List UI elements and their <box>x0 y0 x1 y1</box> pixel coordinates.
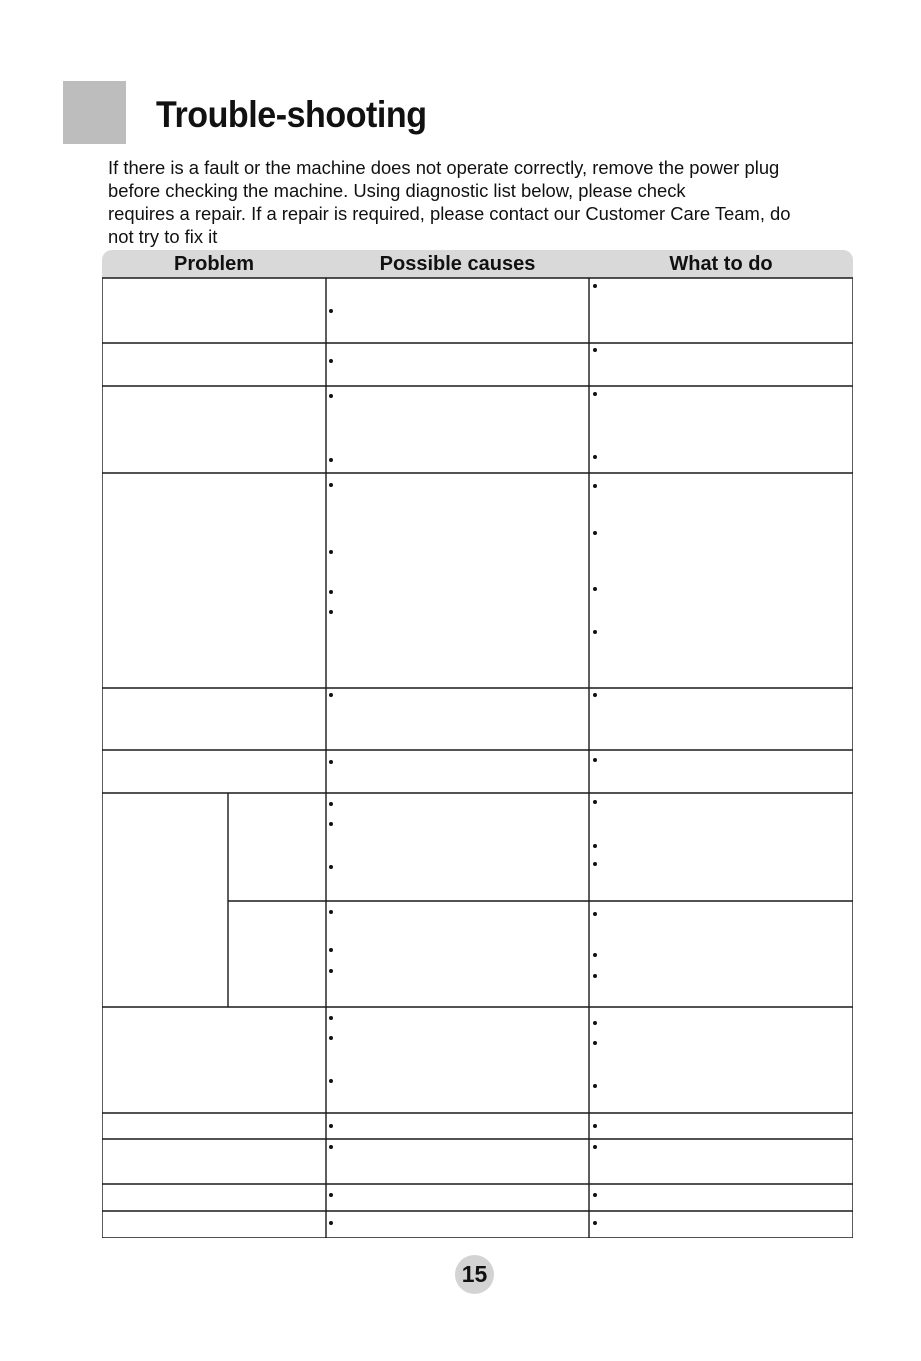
cause-bullet <box>329 693 333 697</box>
action-bullet <box>593 1021 597 1025</box>
header-problem: Problem <box>173 253 255 275</box>
intro-line: not try to fix it <box>108 226 218 247</box>
cause-bullet <box>329 309 333 313</box>
table-grid <box>102 250 853 1238</box>
cause-bullet <box>329 1124 333 1128</box>
section-marker-block <box>63 81 126 144</box>
cause-bullet <box>329 822 333 826</box>
page-title: Trouble-shooting <box>156 94 427 135</box>
cause-bullet <box>329 359 333 363</box>
troubleshooting-table <box>102 250 853 1238</box>
cause-bullet <box>329 1221 333 1225</box>
cause-bullet <box>329 948 333 952</box>
cause-bullet <box>329 910 333 914</box>
cause-bullet <box>329 865 333 869</box>
cause-bullet <box>329 458 333 462</box>
cause-bullet <box>329 969 333 973</box>
header-what-to-do: What to do <box>669 253 773 275</box>
intro-line: requires a repair. If a repair is required, please contact our Customer Care Team, do <box>108 203 791 224</box>
action-bullet <box>593 953 597 957</box>
action-bullet <box>593 912 597 916</box>
action-bullet <box>593 862 597 866</box>
action-bullet <box>593 1221 597 1225</box>
intro-line: before checking the machine. Using diagnostic list below, please check <box>108 180 686 201</box>
intro-line: If there is a fault or the machine does not operate correctly, remove the power plug <box>108 157 780 178</box>
action-bullet <box>593 455 597 459</box>
cause-bullet <box>329 1145 333 1149</box>
cause-bullet <box>329 1036 333 1040</box>
cause-bullet <box>329 550 333 554</box>
cause-bullet <box>329 590 333 594</box>
action-bullet <box>593 800 597 804</box>
action-bullet <box>593 630 597 634</box>
cause-bullet <box>329 760 333 764</box>
action-bullet <box>593 392 597 396</box>
page-number: 15 <box>455 1255 494 1294</box>
cause-bullet <box>329 483 333 487</box>
action-bullet <box>593 284 597 288</box>
intro-text <box>108 156 848 248</box>
cause-bullet <box>329 802 333 806</box>
cause-bullet <box>329 1193 333 1197</box>
header-possible-causes: Possible causes <box>379 253 536 275</box>
action-bullet <box>593 531 597 535</box>
cause-bullet <box>329 1016 333 1020</box>
action-bullet <box>593 484 597 488</box>
action-bullet <box>593 1145 597 1149</box>
action-bullet <box>593 348 597 352</box>
cause-bullet <box>329 394 333 398</box>
action-bullet <box>593 1193 597 1197</box>
action-bullet <box>593 1124 597 1128</box>
cause-bullet <box>329 610 333 614</box>
action-bullet <box>593 1041 597 1045</box>
action-bullet <box>593 844 597 848</box>
action-bullet <box>593 1084 597 1088</box>
action-bullet <box>593 758 597 762</box>
action-bullet <box>593 693 597 697</box>
cause-bullet <box>329 1079 333 1083</box>
action-bullet <box>593 587 597 591</box>
action-bullet <box>593 974 597 978</box>
